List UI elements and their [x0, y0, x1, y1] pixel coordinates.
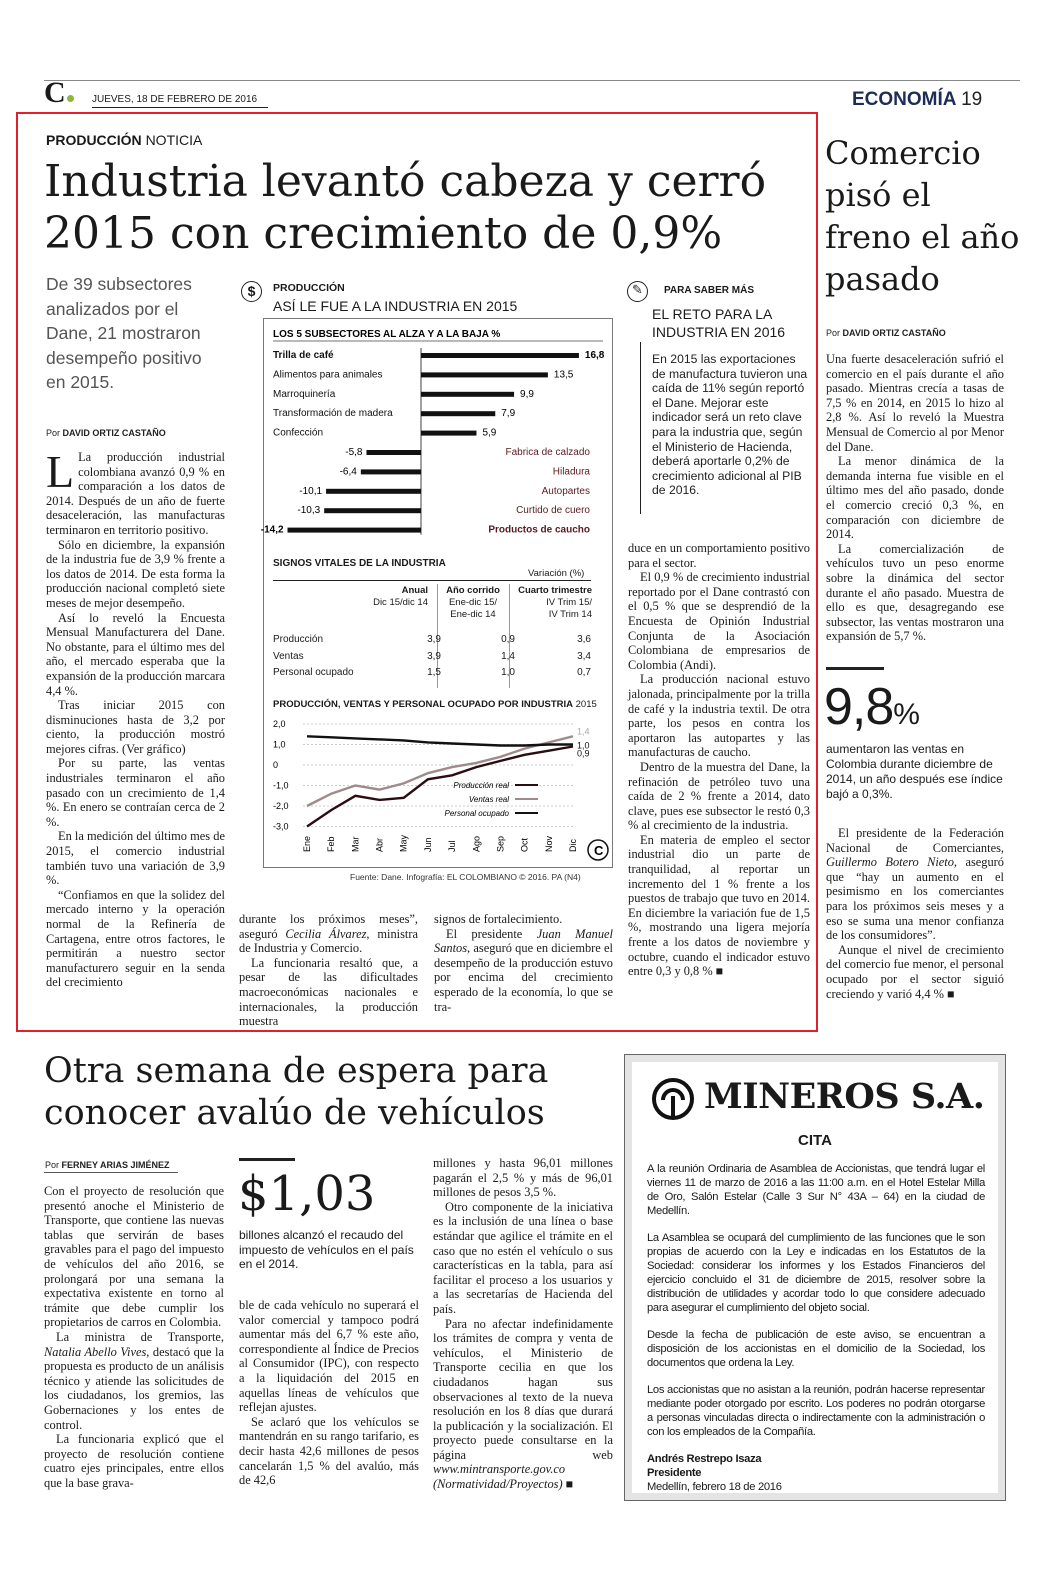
bar-category-label: Productos de caucho	[488, 524, 590, 536]
main-column-2: durante los próximos meses”, aseguró Cecilia Álvarez, ministra de Industria y Comercio. La funcionaria resaltó que, a pesar de las dificultades macroeconómicas nacionales e internacionales, la producción muestra	[239, 912, 418, 1029]
bar	[421, 353, 579, 358]
main-column-1: L La producción industrial colombiana avanzó 0,9 % en comparación a los datos de 2014. Después de un año de fuerte desaceleración, las manufacturas terminaron en territorio positivo. Sólo en diciembre, la expansión de la industria fue de 3,9 % frente a los datos de 2014. De esta forma la producción nacional completó siete meses de mejor desempeño. Así lo reveló la Encuesta Mensual Manufacturera del Dane. No obstante, para el último mes del año, el mercado esperaba que la expansión de la producción marcara 4,4 %. Tras iniciar 2015 con disminuciones hasta de 3,2 por ciento, la producción mostró mejores cifras. (Ver gráfico) Por su parte, las ventas industriales terminaron el año pasado con un crecimiento de 1,4 %. En enero se contraían cerca de 2 %. En la medición del último mes de 2015, el comercio industrial también tuvo una variación de 3,9 %. “Confiamos en que la solidez del mercado interno y la operación normal de la Refinería de Cartagena, entre otros factores, le permitirán a nuestro sector manufacturero seguir en la senda del crecimiento	[46, 446, 225, 990]
comercio-text-top: Una fuerte desaceleración sufrió el comercio en el país durante el año pasado. Mientras crecía a tasas de 7,5 % en 2014, en 2015 lo hizo al 2,8 %. Así lo reveló la Muestra Mensual de Comercio al por Menor del Dane. La menor dinámica de la demanda interna fue visible en el último mes del año pasado, donde el comercio creció 0,3 %, en comparación con diciembre de 2014. La comercialización de vehículos tuvo un peso enorme sobre la dinámica del sector durante el año pasado. Muestra de ello es que, desagregando ese subsector, las ventas mostraron una expansión de 5,7 %.	[826, 352, 1004, 644]
legend-label: Ventas real	[468, 795, 509, 804]
vitals-col-anual: Anual Dic 15/dic 14	[373, 585, 428, 608]
x-tick-label: Oct	[519, 837, 530, 852]
bar-category-label: Autopartes	[541, 485, 590, 497]
colombiano-logo-letter: C	[594, 843, 604, 858]
infographic-kicker: PRODUCCIÓN	[273, 282, 345, 294]
y-tick-label: -3,0	[273, 821, 289, 832]
vehiculos-byline: Por FERNEY ARIAS JIMÉNEZ	[45, 1160, 170, 1170]
bar-value-label: 7,9	[501, 408, 516, 420]
bar-category-label: Fabrica de calzado	[505, 447, 590, 458]
variation-label: Variación (%)	[528, 568, 585, 579]
mintransporte-link[interactable]: www.mintransporte.gov.co (Normatividad/Proyectos)	[433, 1462, 566, 1492]
y-tick-label: 2,0	[273, 719, 286, 729]
main-headline: Industria levantó cabeza y cerró 2015 con crecimiento de 0,9%	[44, 156, 767, 259]
ad-body: A la reunión Ordinaria de Asamblea de Accionistas, que tendrá lugar el viernes 11 de marzo de 2016 a las 11:00 a.m. en el Hotel Estelar Milla de Oro, Salón Estelar (Calle 3 Sur N° 43A – 64) en la ciudad de Medellín. La Asamblea se ocupará del cumplimiento de las funciones que le son propias de acuerdo con la Ley e indicadas en los Estatutos de la Sociedad: considerar los informes y los Estados Financieros del ejercicio concluido el 31 de diciembre de 2015, resolver sobre la distribución de utilidades y acordar todo lo que considere adecuado para asegurar el cumplimiento del objeto social. Desde la fecha de publicación de este aviso, se encuentran a disposición de los accionistas en el domicilio de la Sociedad, los documentos que ordena la Ley. Los accionistas que no asistan a la reunión, podrán hacerse representar mediante poder otorgado por escrito. Los poderes no podrán otorgarse a personas vinculadas directa o indirectamente con la administración o con los empleados de la Compañía. Andrés Restrepo Isaza Presidente Medellín, febrero 18 de 2016	[647, 1163, 985, 1493]
legend-label: Producción real	[453, 781, 509, 790]
series-line	[307, 747, 573, 827]
vehiculos-headline: Otra semana de espera para conocer avalúo de vehículos	[44, 1051, 549, 1133]
vitals-title: SIGNOS VITALES DE LA INDUSTRIA	[273, 558, 446, 569]
bar	[326, 489, 421, 494]
line-chart-title: PRODUCCIÓN, VENTAS Y PERSONAL OCUPADO POR INDUSTRIA 2015	[273, 699, 597, 710]
comercio-headline: Comercio pisó el freno el año pasado	[825, 134, 1020, 298]
bar	[361, 469, 421, 474]
section-label: ECONOMÍA 19	[852, 89, 983, 110]
vehiculos-big-caption: billones alcanzó el recaudo del impuesto de vehículos en el país en el 2014.	[239, 1228, 414, 1272]
bar-category-label: Confección	[273, 427, 324, 439]
bar-value-label: -6,4	[339, 466, 357, 478]
bar-value-label: -5,8	[345, 447, 363, 458]
x-tick-label: Dic	[568, 839, 578, 852]
x-tick-label: Abr	[374, 837, 385, 852]
infographic-title: ASÍ LE FUE A LA INDUSTRIA EN 2015	[273, 298, 518, 314]
mineros-logo-icon	[652, 1078, 694, 1120]
main-column-3: signos de fortalecimiento. El presidente Juan Manuel Santos, aseguró que en diciembre el desempeño de la producción estuvo por encima del crecimiento esperado de la economía, lo que se tra-	[434, 912, 613, 1014]
sidebar-text: En 2015 las exportaciones de manufactura tuvieron una caída de 11% según reportó el Dane. Mejorar este indicador será un reto clave para la industria que, según el Ministerio de Hacienda, deberá aportarle 0,2% de crecimiento adicional al PIB de 2016.	[652, 352, 808, 498]
x-tick-label: Nov	[543, 835, 554, 852]
bar-value-label: -10,3	[297, 505, 321, 517]
x-tick-label: Sep	[495, 835, 506, 852]
vitals-table	[273, 632, 591, 682]
series-line	[307, 736, 573, 745]
bar-category-label: Hiladura	[552, 466, 590, 478]
mineros-ad	[624, 1054, 1006, 1501]
comercio-big-number: 9,8%	[824, 678, 919, 736]
mineros-logo: MINEROS S.A.	[704, 1076, 985, 1117]
bar-category-label: Trilla de café	[273, 350, 334, 361]
comercio-text-bottom: El presidente de la Federación Nacional de Comerciantes, Guillermo Botero Nieto, aseguró que “hay un aumento en el pesimismo en los comerciantes para los próximos seis meses y a eso se suma una menor confianza de los consumidores”. Aunque el nivel de crecimiento del comercio fue menor, el personal ocupado por el sector siguió creciendo y varió 4,4 % ■	[826, 826, 1004, 1001]
dollar-icon: $	[241, 281, 262, 302]
x-tick-label: Ago	[471, 835, 482, 852]
main-kicker: PRODUCCIÓN NOTICIA	[46, 132, 203, 148]
bar	[366, 450, 421, 455]
bar	[288, 528, 421, 533]
bar-category-label: Marroquinería	[273, 388, 336, 400]
legend-label: Personal ocupado	[444, 809, 509, 818]
x-tick-label: May	[398, 834, 409, 852]
bar	[421, 392, 514, 397]
y-tick-label: -2,0	[273, 801, 289, 811]
end-value-label: 1,0	[577, 740, 590, 751]
bar-category-label: Curtido de cuero	[516, 505, 590, 517]
bar-value-label: 5,9	[482, 427, 497, 439]
ad-title: CITA	[798, 1132, 832, 1149]
series-line	[307, 736, 573, 806]
vehiculos-column-2: ble de cada vehículo no superará el valor comercial y tampoco podrá aumentar más del 6,7 % este año, correspondiente al Índice de Precios al Consumidor (IPC), con respecto a la liquidación del 2015 en aquellas líneas de vehículos que reflejan ajustes. Se aclaró que los vehículos se mantendrán en su rango tarifario, es decir hasta 42,6 millones de pesos cancelarán 1,5 % del avalúo, más de 42,6	[239, 1298, 419, 1488]
comercio-byline: Por DAVID ORTIZ CASTAÑO	[826, 328, 946, 338]
bar	[421, 411, 495, 416]
x-tick-label: Jul	[447, 840, 458, 852]
y-tick-label: 1,0	[273, 739, 286, 750]
main-byline: Por DAVID ORTIZ CASTAÑO	[46, 428, 166, 438]
vehiculos-column-3: millones y hasta 96,01 millones pagarán el 2,5 % y más de 96,01 millones de pesos 3,5 %. Otro componente de la iniciativa es la inclusión de una línea o base estándar que agilice el trámite en el caso que no estén el vehículo o sus características en la tabla, para así facilitar el proceso a los usuarios y a las secretarías de Hacienda del país. Para no afectar indefinidamente los trámites de compra y venta de vehículos, el Ministerio de Transporte cecilia en que los ciudadanos hagan sus observaciones al texto de la nueva resolución en los 8 días que durará la publicación y la socialización. El proyecto puede consultarse en la página web www.mintransporte.gov.co (Normatividad/Proyectos) ■	[433, 1156, 613, 1492]
bar	[421, 372, 548, 377]
y-tick-label: 0	[273, 760, 279, 770]
end-value-label: 0,9	[577, 748, 590, 759]
vitals-row: Producción 3,9 0,9 3,6	[273, 634, 591, 645]
bar-chart-title: LOS 5 SUBSECTORES AL ALZA Y A LA BAJA %	[273, 329, 501, 340]
main-deck: De 39 subsectores analizados por el Dane, 21 mostraron desempeño positivo en 2015.	[46, 274, 202, 392]
bar-value-label: -10,1	[299, 485, 323, 497]
infographic-source: Fuente: Dane. Infografía: EL COLOMBIANO © 2016. PA (N4)	[350, 872, 581, 882]
subsector-bar-chart	[260, 318, 613, 548]
bar-value-label: -14,2	[260, 524, 284, 536]
end-value-label: 1,4	[577, 726, 590, 737]
bar-category-label: Transformación de madera	[273, 408, 393, 420]
x-tick-label: Jun	[422, 837, 433, 852]
x-tick-label: Mar	[350, 836, 361, 852]
sidebar-kicker: PARA SABER MÁS	[664, 285, 755, 296]
vitals-row: Personal ocupado 1,5 1,0 0,7	[273, 667, 591, 678]
bar-value-label: 13,5	[553, 369, 574, 381]
masthead-date: JUEVES, 18 DE FEBRERO DE 2016	[92, 94, 258, 105]
vitals-col-trimestre: Cuarto trimestre IV Trim 15/ IV Trim 14	[518, 585, 592, 620]
bar-value-label: 16,8	[584, 350, 605, 361]
x-tick-label: Ene	[302, 835, 312, 852]
pushpin-icon: ✎	[627, 281, 648, 302]
industry-line-chart	[263, 712, 613, 867]
comercio-big-caption: aumentaron las ventas en Colombia durante diciembre de 2014, un año después ese índice bajó a 0,3%.	[826, 742, 1003, 801]
bar	[324, 508, 421, 513]
sidebar-title: EL RETO PARA LA INDUSTRIA EN 2016	[652, 306, 786, 340]
vitals-row: Ventas 3,9 1,4 3,4	[273, 650, 591, 662]
vitals-col-anio-corrido: Año corrido Ene-dic 15/ Ene-dic 14	[446, 585, 500, 620]
masthead-logo: C	[44, 78, 74, 108]
bar	[421, 431, 476, 436]
main-column-4: duce en un comportamiento positivo para el sector. El 0,9 % de crecimiento industrial reportado por el Dane contrastó con el 0,5 % que se desprendió de la Encuesta de Opinión Industrial Conjunta de la Asociación Colombiana de empresarios de Colombia (Andi). La producción nacional estuvo jalonada, principalmente por la trilla de café y la industria textil. De otra parte, los pesos en contra los aportaron las autopartes y las manufacturas de caucho. Dentro de la muestra del Dane, la refinación de petróleo tuvo una caída de 2 % frente a 2014, dato clave, pues ese subsector le restó 0,3 % al crecimiento de la industria. En materia de empleo el sector industrial dio un parte de tranquilidad, al reportar un incremento del 1 % frente a los puestos de trabajo que tuvo en 2014. En diciembre la variación fue de 1,5 %, mostrando una ligera mejoría frente a los datos de noviembre y octubre, cuando el indicador estuvo entre 0,3 y 0,8 % ■	[628, 541, 810, 979]
vehiculos-column-1: Con el proyecto de resolución que presentó anoche el Ministerio de Transporte, que contiene las nuevas tablas que servirán de bases gravables para el pago del impuesto de vehículos del año 2016, se prolongará por una semana la expectativa existente en torno al trámite que debe cumplir los propietarios de carros en Colombia. La ministra de Transporte, Natalia Abello Vives, destacó que la propuesta es producto de un análisis técnico y atiende las solicitudes de los ciudadanos, los gremios, las Gobernaciones y los entes de control. La funcionaria explicó que el proyecto de resolución contiene cuatro ejes principales, entre ellos que la base grava-	[44, 1184, 224, 1490]
bar-category-label: Alimentos para animales	[273, 369, 383, 381]
y-tick-label: -1,0	[273, 780, 289, 791]
vehiculos-big-number: $1,03	[238, 1166, 376, 1222]
x-tick-label: Feb	[326, 836, 337, 852]
bar-value-label: 9,9	[520, 388, 534, 400]
